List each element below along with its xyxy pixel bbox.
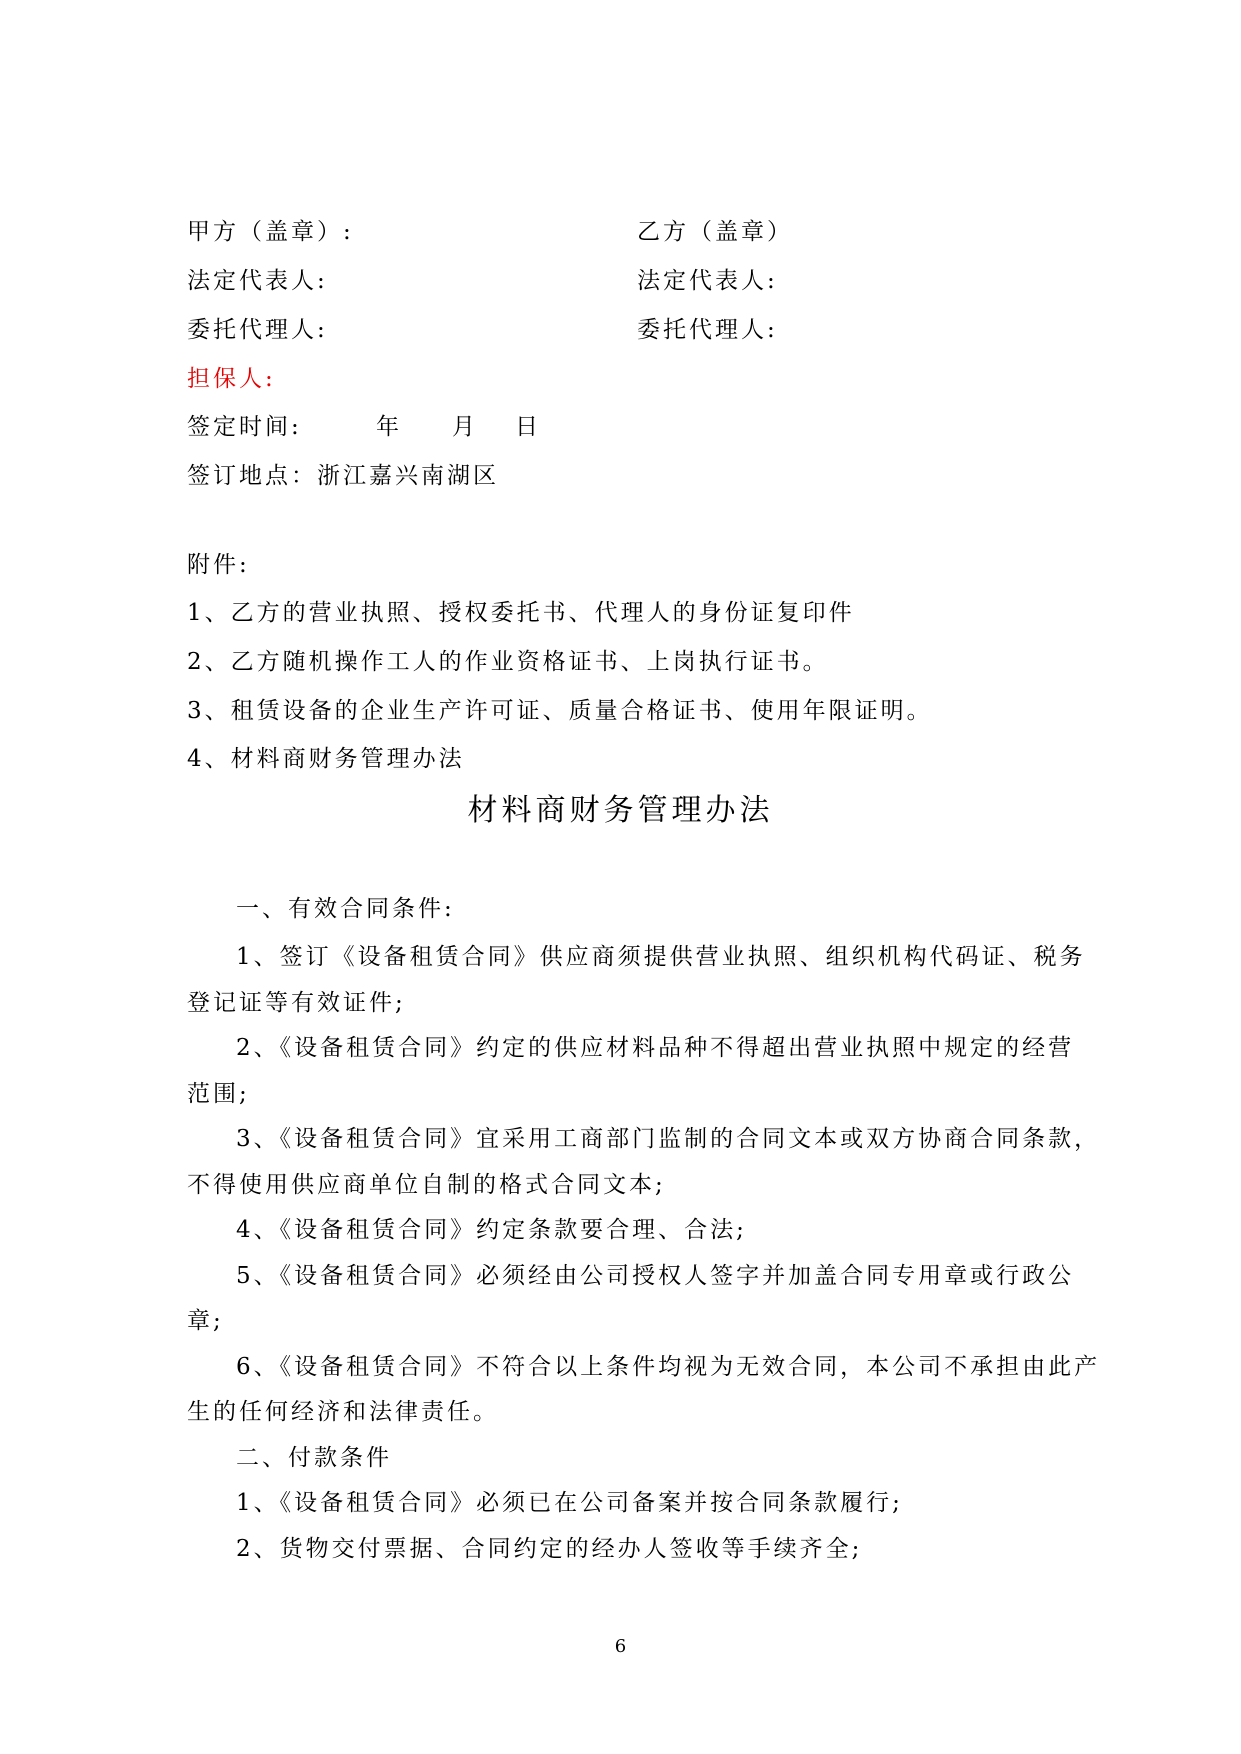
clause-line: 4、《设备租赁合同》约定条款要合理、合法;	[236, 1217, 747, 1243]
sign-date-label: 签定时间:	[187, 414, 302, 440]
clause-line: 6、《设备租赁合同》不符合以上条件均视为无效合同，本公司不承担由此产	[236, 1354, 1101, 1380]
sign-place: 签订地点：浙江嘉兴南湖区	[187, 463, 499, 489]
clause-line: 生的任何经济和法律责任。	[187, 1399, 499, 1425]
sign-date-month: 月	[452, 414, 478, 440]
guarantor-label: 担保人:	[187, 366, 276, 392]
page-number: 6	[614, 1636, 627, 1657]
document-title: 材料商财务管理办法	[467, 793, 774, 828]
party-b-seal-label: 乙方（盖章）	[637, 219, 793, 245]
section-heading: 一、有效合同条件:	[236, 896, 455, 922]
clause-line: 3、《设备租赁合同》宜采用工商部门监制的合同文本或双方协商合同条款，	[236, 1126, 1101, 1152]
clause-line: 不得使用供应商单位自制的格式合同文本;	[187, 1172, 666, 1198]
clause-line: 1、签订《设备租赁合同》供应商须提供营业执照、组织机构代码证、税务	[236, 944, 1086, 970]
section-heading: 二、付款条件	[236, 1445, 392, 1471]
attachment-item: 2、乙方随机操作工人的作业资格证书、上岗执行证书。	[187, 649, 829, 675]
party-a-representative-label: 法定代表人:	[187, 268, 328, 294]
clause-line: 章;	[187, 1308, 224, 1334]
clause-line: 2、《设备租赁合同》约定的供应材料品种不得超出营业执照中规定的经营	[236, 1035, 1075, 1061]
clause-line: 1、《设备租赁合同》必须已在公司备案并按合同条款履行;	[236, 1490, 903, 1516]
party-a-seal-label: 甲方（盖章）:	[187, 219, 354, 245]
clause-line: 范围;	[187, 1081, 250, 1107]
attachment-item: 3、租赁设备的企业生产许可证、质量合格证书、使用年限证明。	[187, 698, 933, 724]
attachment-item: 1、乙方的营业执照、授权委托书、代理人的身份证复印件	[187, 600, 855, 626]
sign-date-year: 年	[376, 414, 402, 440]
clause-line: 5、《设备租赁合同》必须经由公司授权人签字并加盖合同专用章或行政公	[236, 1263, 1075, 1289]
attachment-item: 4、材料商财务管理办法	[187, 746, 465, 772]
clause-line: 登记证等有效证件;	[187, 990, 406, 1016]
clause-line: 2、货物交付票据、合同约定的经办人签收等手续齐全;	[236, 1536, 863, 1562]
party-b-agent-label: 委托代理人:	[637, 317, 778, 343]
sign-date-day: 日	[515, 414, 541, 440]
attachments-label: 附件:	[187, 552, 250, 578]
party-b-representative-label: 法定代表人:	[637, 268, 778, 294]
party-a-agent-label: 委托代理人:	[187, 317, 328, 343]
